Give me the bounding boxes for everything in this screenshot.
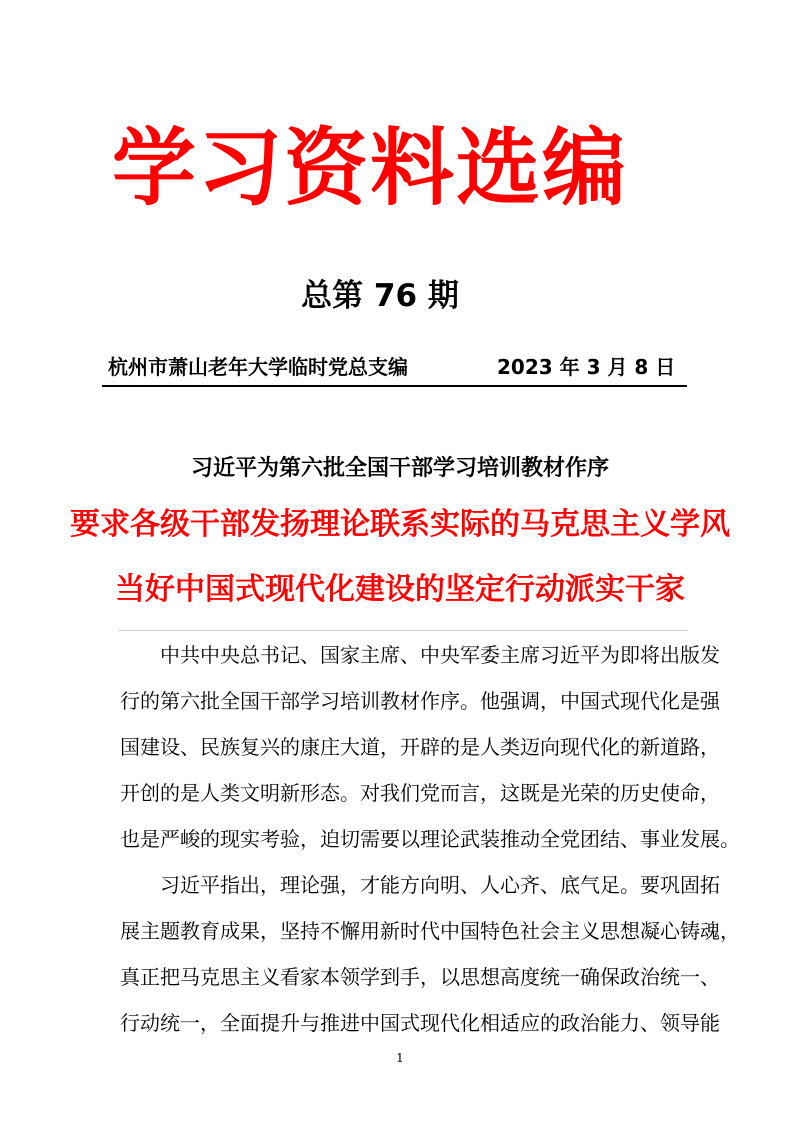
masthead-title: 学习资料选编 xyxy=(111,119,628,217)
article-subtitle: 习近平为第六批全国干部学习培训教材作序 xyxy=(190,456,609,481)
text-line: 中共中央总书记、国家主席、中央军委主席习近平为即将出版发 xyxy=(160,643,720,667)
paragraph xyxy=(120,862,740,1046)
publisher-line: 杭州市萧山老年大学临时党总支编 xyxy=(108,355,408,379)
article-headline-line-1: 要求各级干部发扬理论联系实际的马克思主义学风 xyxy=(70,507,730,542)
text-line: 真正把马克思主义看家本领学到手，以思想高度统一确保政治统一、 xyxy=(120,965,720,989)
text-line: 国建设、民族复兴的康庄大道，开辟的是人类迈向现代化的新道路， xyxy=(120,735,720,759)
text-line: 习近平指出，理论强，才能方向明、人心齐、底气足。要巩固拓 xyxy=(160,873,720,897)
issue-number: 总第 76 期 xyxy=(301,278,459,314)
paragraph xyxy=(120,632,740,862)
text-line: 行的第六批全国干部学习培训教材作序。他强调，中国式现代化是强 xyxy=(120,689,720,713)
header-divider xyxy=(102,385,687,387)
headline-divider xyxy=(118,630,688,631)
text-line: 展主题教育成果，坚持不懈用新时代中国特色社会主义思想凝心铸魂， xyxy=(120,919,740,943)
article-body xyxy=(120,632,740,1046)
publication-date: 2023 年 3 月 8 日 xyxy=(497,355,676,379)
article-headline-line-2: 当好中国式现代化建设的坚定行动派实干家 xyxy=(115,572,685,607)
page-number: 1 xyxy=(396,1051,404,1065)
text-line: 行动统一，全面提升与推进中国式现代化相适应的政治能力、领导能 xyxy=(120,1011,720,1035)
text-line: 开创的是人类文明新形态。对我们党而言，这既是光荣的历史使命， xyxy=(120,781,720,805)
text-line: 也是严峻的现实考验，迫切需要以理论武装推动全党团结、事业发展。 xyxy=(120,827,740,851)
